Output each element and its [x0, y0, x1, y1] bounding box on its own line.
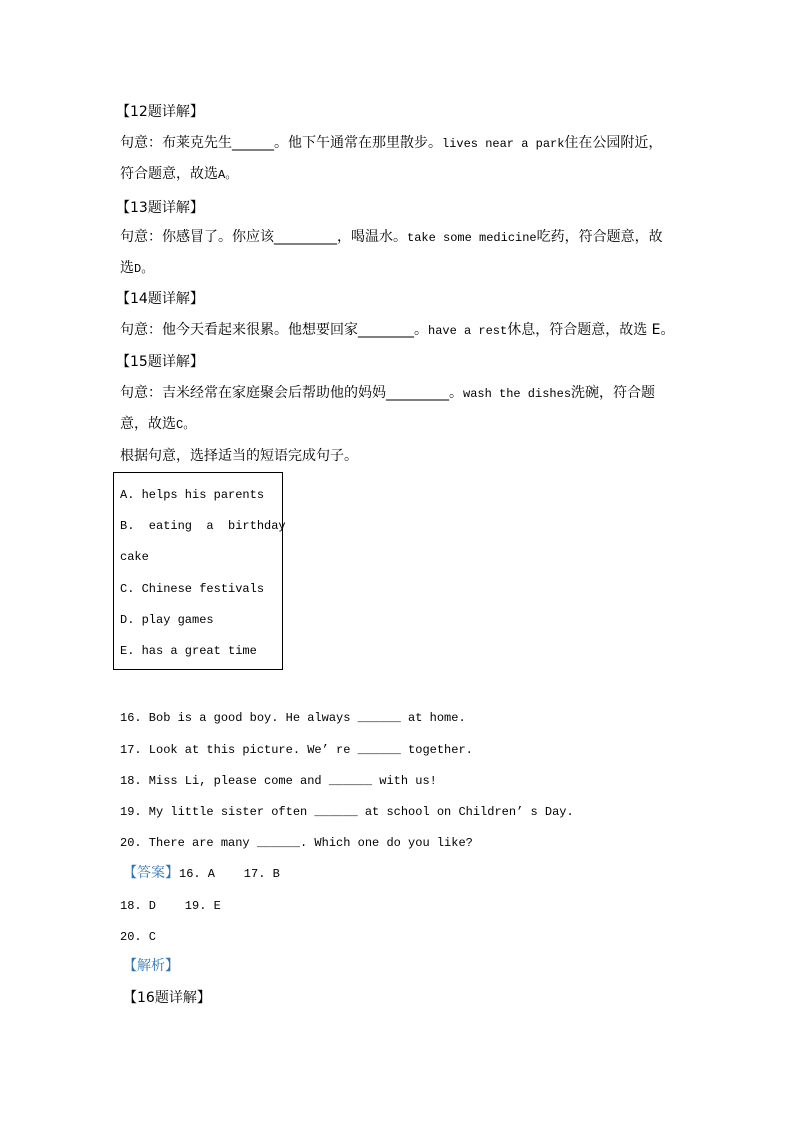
question: 19. My little sister often ______ at school on Children’ s Day.	[120, 805, 574, 819]
heading-12: 【12题详解】	[116, 104, 204, 120]
instruction: 根据句意，选择适当的短语完成句子。	[120, 448, 358, 464]
question: 16. Bob is a good boy. He always ______ at home.	[120, 711, 466, 725]
answer-line-2: 18. D 19. E	[120, 899, 221, 913]
option: A. helps his parents	[120, 488, 265, 502]
heading-15: 【15题详解】	[116, 354, 204, 370]
option: C. Chinese festivals	[120, 582, 265, 596]
explanation-14-line1: 句意：他今天看起来很累。他想要回家________。have a rest休息，符合题意，故选 E。	[120, 322, 675, 338]
explanation-15-line2: 意，故选C。	[120, 416, 196, 432]
answer-label: 【答案】	[123, 865, 179, 881]
heading-16: 【16题详解】	[123, 990, 211, 1006]
explanation-13-line1: 句意：你感冒了。你应该_________，喝温水。take some medicine吃药，符合题意，故	[120, 229, 663, 245]
question: 20. There are many ______. Which one do you like?	[120, 836, 473, 850]
answer-line-1: 【答案】16. A 17. B	[123, 865, 280, 881]
question: 18. Miss Li, please come and ______ with us!	[120, 774, 437, 788]
explanation-15-line1: 句意：吉米经常在家庭聚会后帮助他的妈妈_________。wash the dishes洗碗，符合题	[120, 385, 656, 401]
explanation-12-line1: 句意：布莱克先生______。他下午通常在那里散步。lives near a park住在公园附近，	[120, 135, 663, 151]
options-box	[113, 472, 286, 670]
question: 17. Look at this picture. We’ re ______ together.	[120, 743, 473, 757]
option: B. eating a birthday	[120, 519, 286, 533]
explanation-13-line2: 选D。	[120, 260, 154, 276]
option: cake	[120, 550, 149, 564]
answer-line-3: 20. C	[120, 930, 157, 944]
option: E. has a great time	[120, 644, 257, 658]
heading-13: 【13题详解】	[116, 200, 204, 216]
analysis-label: 【解析】	[123, 958, 179, 974]
option: D. play games	[120, 613, 214, 627]
explanation-12-line2: 符合题意，故选A。	[120, 166, 238, 182]
heading-14: 【14题详解】	[116, 291, 204, 307]
